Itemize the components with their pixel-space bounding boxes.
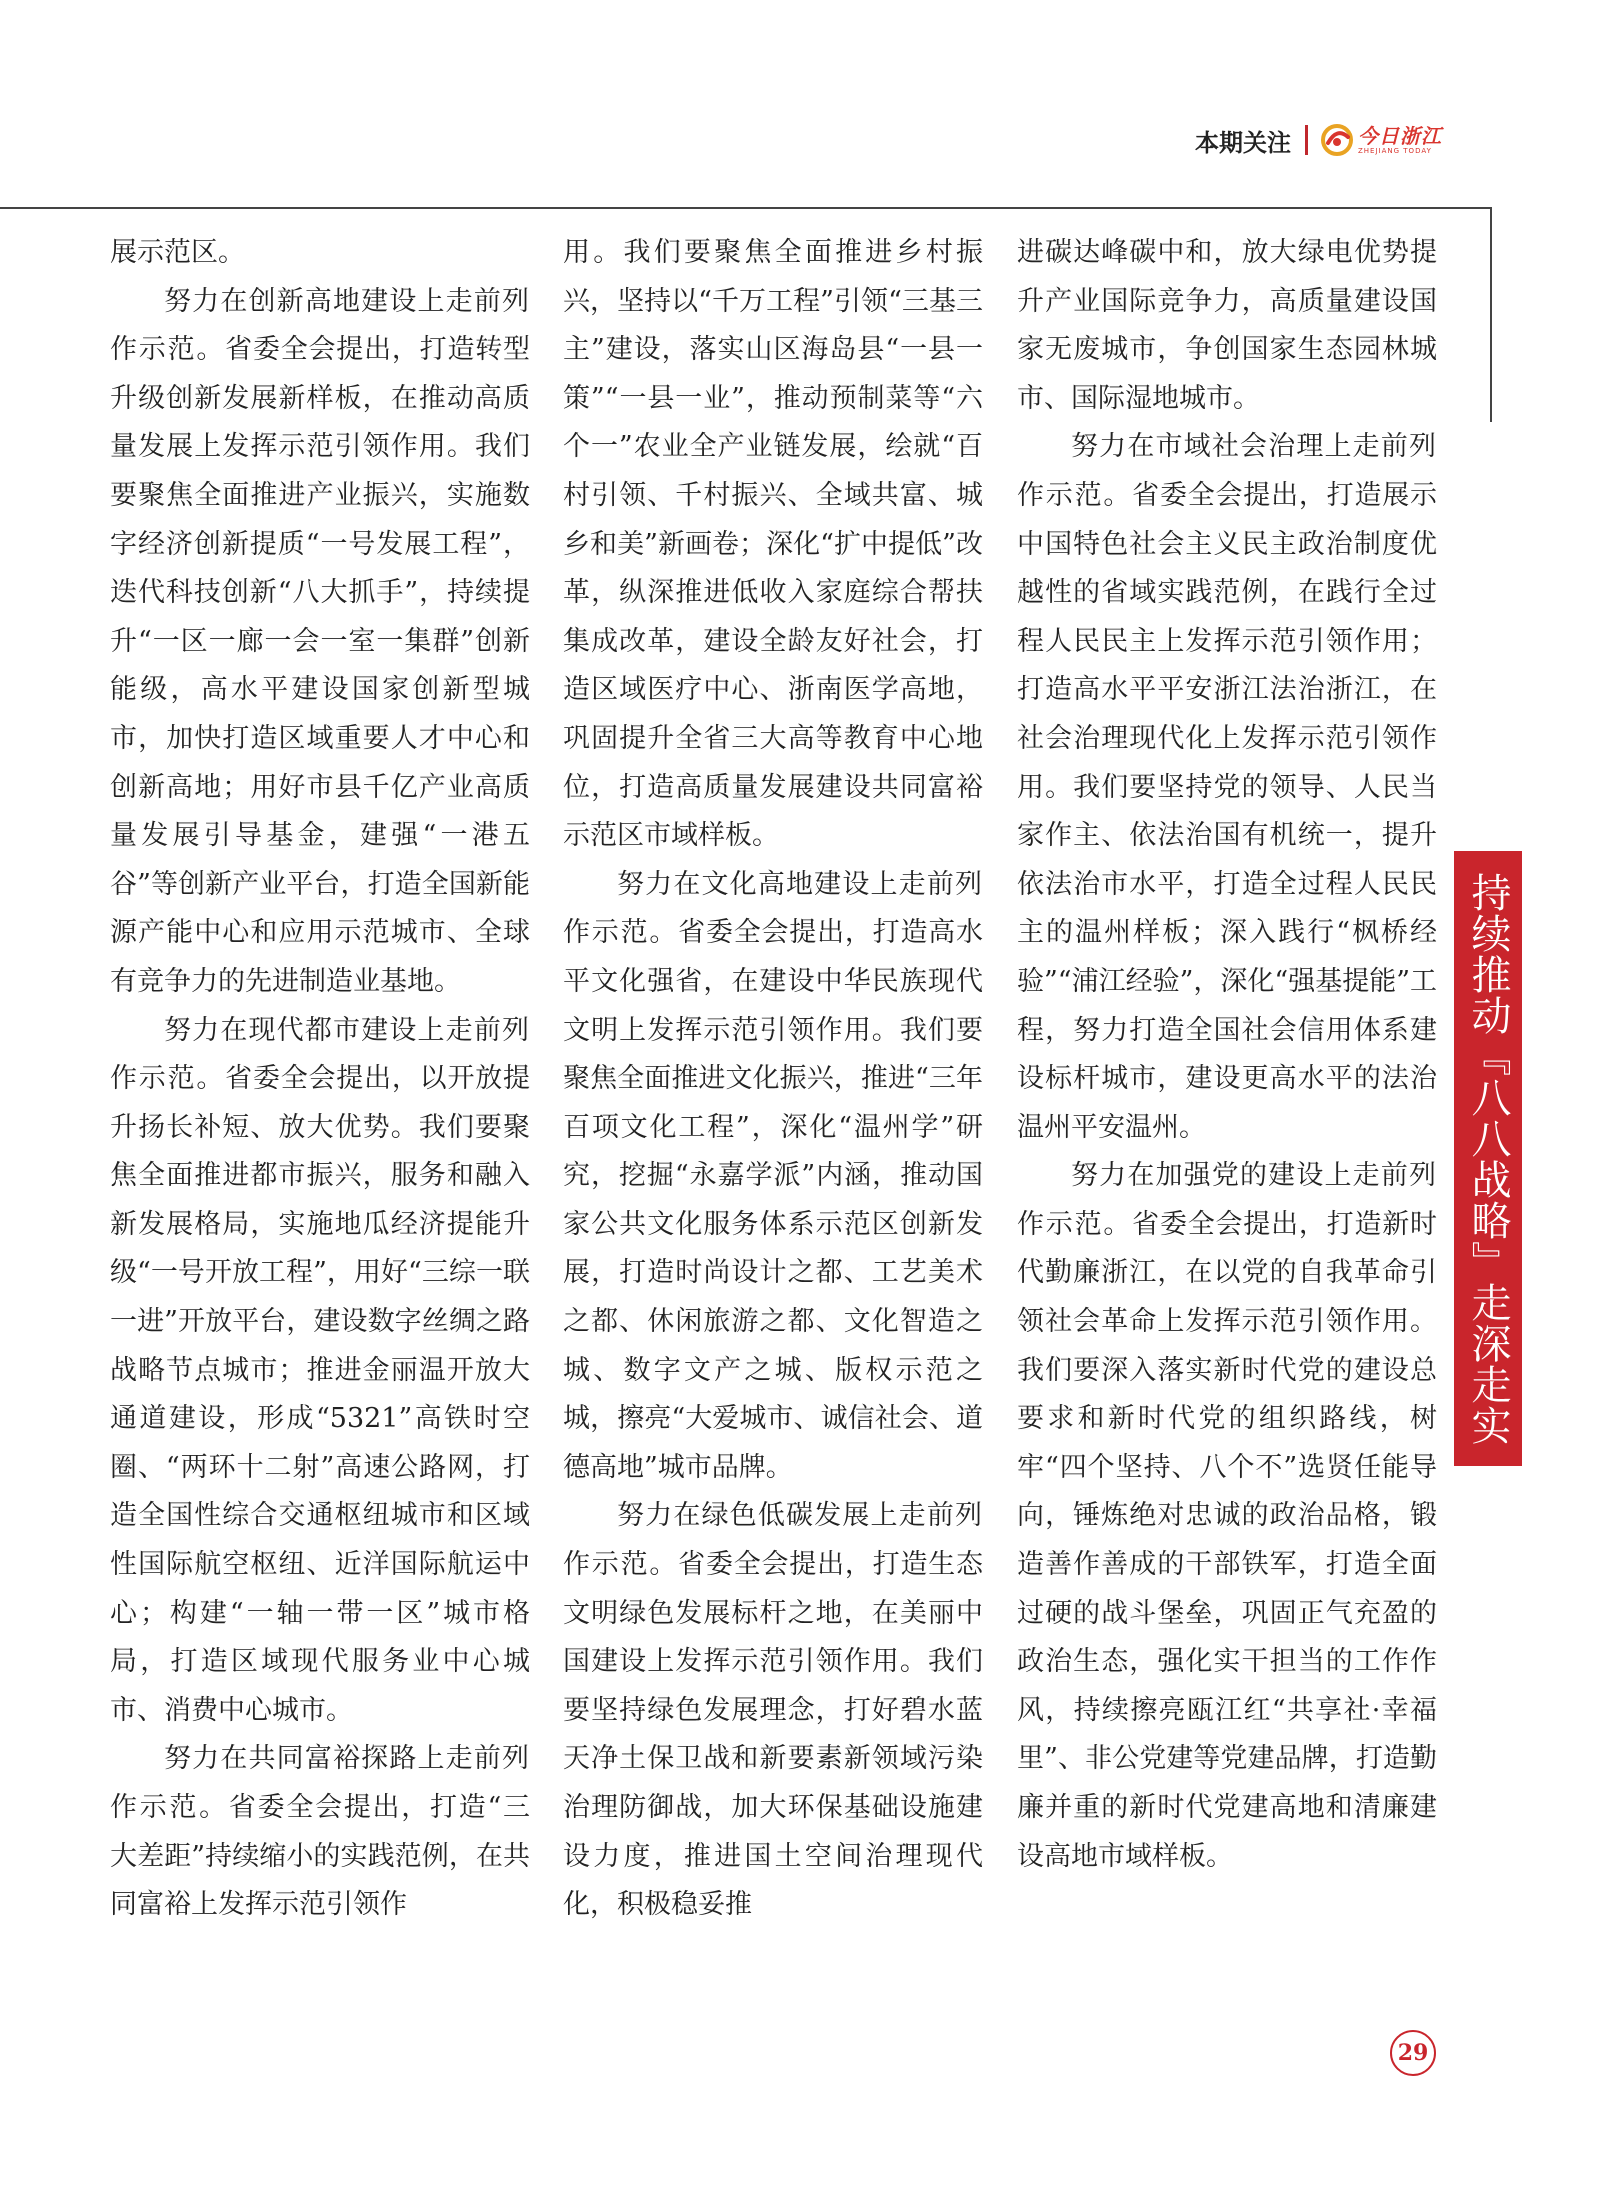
paragraph-lead: 努力在现代都市建设上走前列作示范。 xyxy=(110,1014,530,1095)
paragraph-lead: 努力在绿色低碳发展上走前列作示范。 xyxy=(563,1500,983,1581)
logo-english-text: ZHEJIANG TODAY xyxy=(1358,146,1432,155)
paragraph-body: 省委全会提出，以开放提升扬长补短、放大优势。我们要聚焦全面推进都市振兴，服务和融入新发展格局，实施地瓜经济提能升级“一号开放工程”，用好“三综一联一进”开放平台，建设数字丝绸之路战略节点城市；推进金丽温开放大通道建设，形成“5321”高铁时空圈、“两环十二射”高速公路网，打造全国性综合交通枢纽城市和区域性国际航空枢纽、近洋国际航运中心；构建“一轴一带一区”城市格局，打造区域现代服务业中心城市、消费中心城市。 xyxy=(110,1063,531,1726)
header-rule xyxy=(0,207,1492,209)
paragraph xyxy=(110,1735,530,1929)
logo-chinese-text: 今日浙江 xyxy=(1358,123,1442,148)
banner-title: 持续推动『八八战略』走深走实 xyxy=(1465,871,1511,1446)
paragraph: 展示范区。 xyxy=(110,237,245,268)
paragraph: 用。我们要聚焦全面推进乡村振兴，坚持以“千万工程”引领“三基三主”建设，落实山区海岛县“一县一策”“一县一业”，推动预制菜等“六个一”农业全产业链发展，绘就“百村引领、千村振兴、全域共富、城乡和美”新画卷；深化“扩中提低”改革，纵深推进低收入家庭综合帮扶集成改革，建设全龄友好社会，打造区域医疗中心、浙南医学高地，巩固提升全省三大高等教育中心地位，打造高质量发展建设共同富裕示范区市域样板。 xyxy=(563,237,983,852)
paragraph xyxy=(563,1492,983,1929)
header-vertical-rule xyxy=(1490,207,1492,422)
vertical-title-banner xyxy=(1454,851,1522,1466)
paragraph-lead: 努力在文化高地建设上走前列作示范。 xyxy=(563,868,983,949)
logo-swirl-icon xyxy=(1320,123,1354,157)
page-number: 29 xyxy=(1390,2030,1436,2076)
header-divider xyxy=(1305,125,1308,155)
paragraph-body: 省委全会提出，打造生态文明绿色发展标杆之地，在美丽中国建设上发挥示范引领作用。我们要坚持绿色发展理念，打好碧水蓝天净土保卫战和新要素新领域污染治理防御战，加大环保基础设施建设力度，推进国土空间治理现代化，积极稳妥推 xyxy=(563,1549,984,1921)
paragraph xyxy=(1017,423,1437,1152)
paragraph xyxy=(563,861,983,1493)
paragraph: 进碳达峰碳中和，放大绿电优势提升产业国际竞争力，高质量建设国家无废城市，争创国家生态园林城市、国际湿地城市。 xyxy=(1017,237,1437,414)
article-column-1 xyxy=(110,229,530,1930)
paragraph-body: 省委全会提出，打造展示中国特色社会主义民主政治制度优越性的省域实践范例，在践行全过程人民民主上发挥示范引领作用；打造高水平平安浙江法治浙江，在社会治理现代化上发挥示范引领作用。我们要坚持党的领导、人民当家作主、依法治国有机统一，提升依法治市水平，打造全过程人民民主的温州样板；深入践行“枫桥经验”“浦江经验”，深化“强基提能”工程，努力打造全国社会信用体系建设标杆城市，建设更高水平的法治温州平安温州。 xyxy=(1017,479,1438,1143)
paragraph xyxy=(110,278,530,1007)
article-column-3 xyxy=(1017,229,1437,1881)
paragraph-lead: 努力在创新高地建设上走前列作示范。 xyxy=(110,285,530,366)
paragraph-body: 省委全会提出，打造新时代勤廉浙江，在以党的自我革命引领社会革命上发挥示范引领作用。我们要深入落实新时代党的建设总要求和新时代党的组织路线，树牢“四个坚持、八个不”选贤任能导向，锤炼绝对忠诚的政治品格，锻造善作善成的干部铁军，打造全面过硬的战斗堡垒，巩固正气充盈的政治生态，强化实干担当的工作作风，持续擦亮瓯江红“共享社·幸福里”、非公党建等党建品牌，打造勤廉并重的新时代党建高地和清廉建设高地市域样板。 xyxy=(1017,1208,1438,1872)
paragraph-body: 省委全会提出，打造高水平文化强省，在建设中华民族现代文明上发挥示范引领作用。我们要聚焦全面推进文化振兴，推进“三年百项文化工程”，深化“温州学”研究，挖掘“永嘉学派”内涵，推动国家公共文化服务体系示范区创新发展，打造时尚设计之都、工艺美术之都、休闲旅游之都、文化智造之城、数字文产之城、版权示范之城，擦亮“大爱城市、诚信社会、道德高地”城市品牌。 xyxy=(563,917,984,1483)
paragraph xyxy=(1017,1152,1437,1881)
page-header xyxy=(1195,118,1442,162)
paragraph-lead: 努力在加强党的建设上走前列作示范。 xyxy=(1017,1160,1437,1240)
paragraph-lead: 努力在市域社会治理上走前列作示范。 xyxy=(1017,431,1437,511)
paragraph-lead: 努力在共同富裕探路上走前列作示范。 xyxy=(110,1743,530,1823)
paragraph-body: 省委全会提出，打造“三大差距”持续缩小的实践范例，在共同富裕上发挥示范引领作 xyxy=(110,1792,531,1921)
paragraph-body: 省委全会提出，打造转型升级创新发展新样板，在推动高质量发展上发挥示范引领作用。我们要聚焦全面推进产业振兴，实施数字经济创新提质“一号发展工程”，迭代科技创新“八大抓手”，持续提升“一区一廊一会一室一集群”创新能级，高水平建设国家创新型城市，加快打造区域重要人才中心和创新高地；用好市县千亿产业高质量发展引导基金，建强“一港五谷”等创新产业平台，打造全国新能源产能中心和应用示范城市、全球有竞争力的先进制造业基地。 xyxy=(110,334,531,997)
article-column-2 xyxy=(563,229,983,1930)
paragraph xyxy=(110,1007,530,1736)
section-label: 本期关注 xyxy=(1195,128,1291,157)
publication-logo xyxy=(1320,123,1442,157)
